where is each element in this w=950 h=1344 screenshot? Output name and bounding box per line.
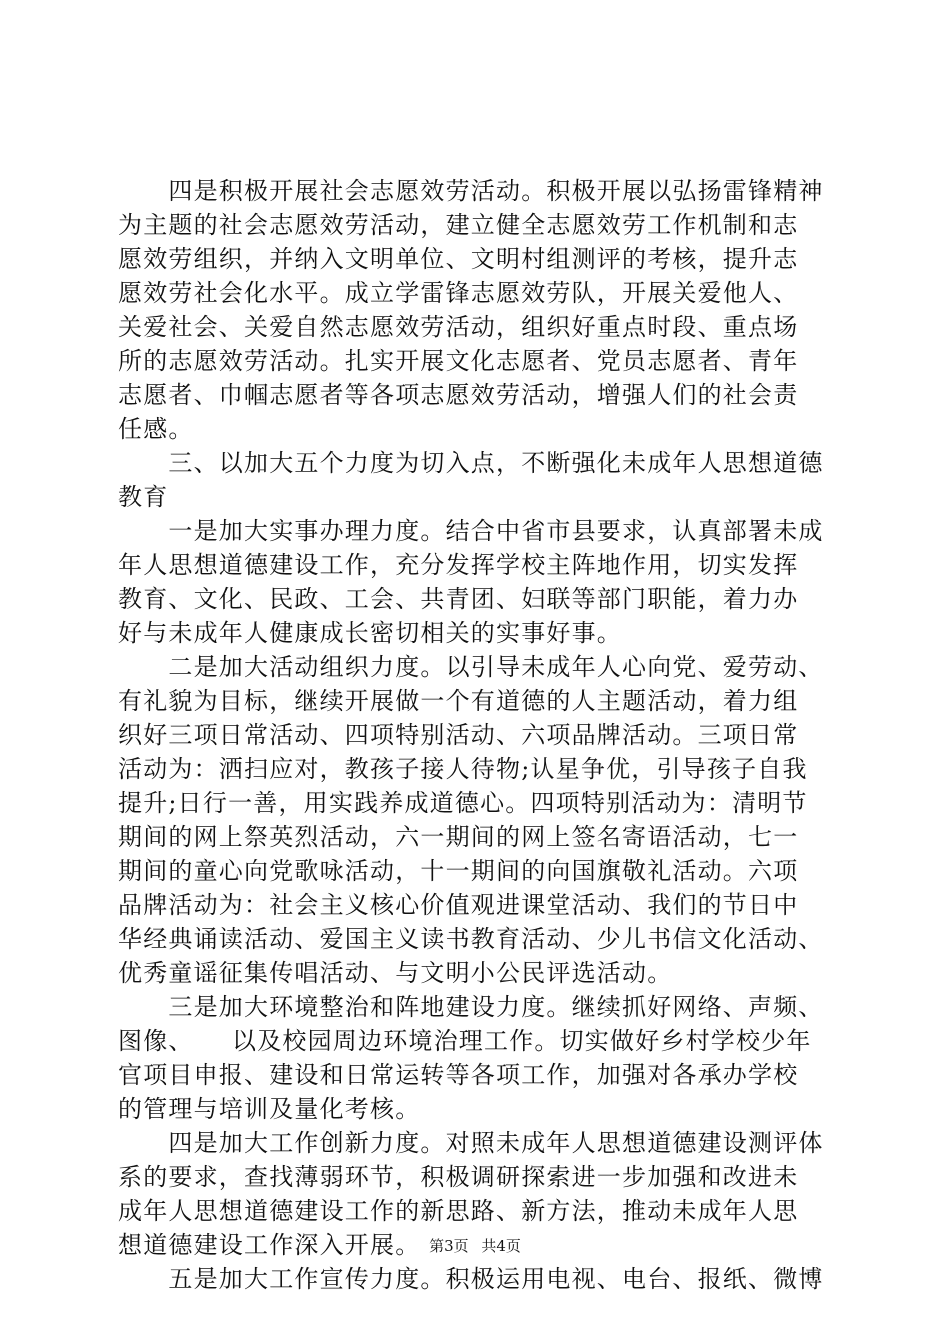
text-line: 成年人思想道德建设工作的新思路、新方法，推动未成年人思 <box>118 1197 799 1225</box>
text-line: 有礼貌为目标，继续开展做一个有道德的人主题活动，着力组 <box>118 687 799 715</box>
text-line: 的管理与培训及量化考核。 <box>118 1095 421 1123</box>
text-line: 期间的童心向党歌咏活动，十一期间的向国旗敬礼活动。六项 <box>118 857 799 885</box>
section-heading-line: 教育 <box>118 483 169 511</box>
text-line: 优秀童谣征集传唱活动、与文明小公民评选活动。 <box>118 959 673 987</box>
text-line: 愿效劳社会化水平。成立学雷锋志愿效劳队，开展关爱他人、 <box>118 279 799 307</box>
page-footer <box>0 1236 950 1256</box>
text-line: 四是加大工作创新力度。对照未成年人思想道德建设测评体 <box>118 1129 824 1157</box>
text-line: 官项目申报、建设和日常运转等各项工作，加强对各承办学校 <box>118 1061 799 1089</box>
document-body <box>118 174 832 1296</box>
text-line: 提升;日行一善，用实践养成道德心。四项特别活动为：清明节 <box>118 789 808 817</box>
text-line: 志愿者、巾帼志愿者等各项志愿效劳活动，增强人们的社会责 <box>118 381 799 409</box>
text-line: 任感。 <box>118 415 194 443</box>
text-line: 为主题的社会志愿效劳活动，建立健全志愿效劳工作机制和志 <box>118 211 799 239</box>
text-line: 好与未成年人健康成长密切相关的实事好事。 <box>118 619 622 647</box>
text-line: 期间的网上祭英烈活动，六一期间的网上签名寄语活动，七一 <box>118 823 799 851</box>
section-heading-line: 三、以加大五个力度为切入点，不断强化未成年人思想道德 <box>118 449 824 477</box>
text-line: 系的要求，查找薄弱环节，积极调研探索进一步加强和改进未 <box>118 1163 799 1191</box>
text-line: 二是加大活动组织力度。以引导未成年人心向党、爱劳动、 <box>118 653 824 681</box>
text-line: 年人思想道德建设工作，充分发挥学校主阵地作用，切实发挥 <box>118 551 799 579</box>
text-line: 关爱社会、关爱自然志愿效劳活动，组织好重点时段、重点场 <box>118 313 799 341</box>
text-line: 教育、文化、民政、工会、共青团、妇联等部门职能，着力办 <box>118 585 799 613</box>
text-line: 想道德建设工作深入开展。 <box>118 1231 421 1259</box>
text-line: 图像、 以及校园周边环境治理工作。切实做好乡村学校少年 <box>118 1027 812 1055</box>
text-line: 四是积极开展社会志愿效劳活动。积极开展以弘扬雷锋精神 <box>118 177 824 205</box>
text-line: 五是加大工作宣传力度。积极运用电视、电台、报纸、微博 <box>118 1265 824 1293</box>
text-line: 所的志愿效劳活动。扎实开展文化志愿者、党员志愿者、青年 <box>118 347 799 375</box>
text-line: 愿效劳组织，并纳入文明单位、文明村组测评的考核，提升志 <box>118 245 799 273</box>
text-line: 织好三项日常活动、四项特别活动、六项品牌活动。三项日常 <box>118 721 799 749</box>
text-line: 三是加大环境整治和阵地建设力度。继续抓好网络、声频、 <box>118 993 824 1021</box>
text-line: 一是加大实事办理力度。结合中省市县要求，认真部署未成 <box>118 517 824 545</box>
page-number: 第3页 <box>429 1237 469 1255</box>
text-line: 品牌活动为：社会主义核心价值观进课堂活动、我们的节日中 <box>118 891 799 919</box>
total-pages: 共4页 <box>481 1237 521 1255</box>
text-line: 活动为：洒扫应对，教孩子接人待物;认星争优，引导孩子自我 <box>118 755 808 783</box>
text-line: 华经典诵读活动、爱国主义读书教育活动、少儿书信文化活动、 <box>118 925 824 953</box>
